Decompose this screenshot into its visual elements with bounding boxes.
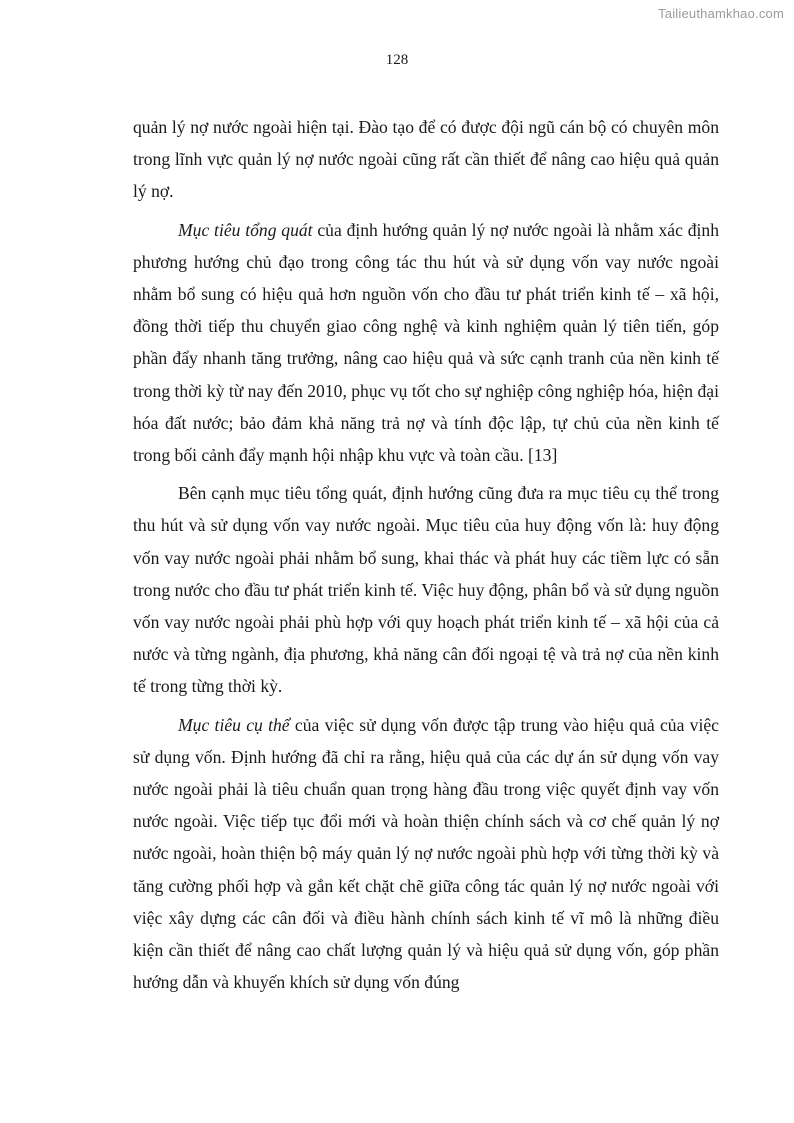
page-number: 128 [385, 52, 409, 68]
paragraph-specific-objective [133, 709, 719, 999]
paragraph-specific-objectives-intro [133, 477, 719, 702]
paragraph-continuation [133, 111, 719, 208]
paragraph-text: của việc sử dụng vốn được tập trung vào hiệu quả của việc sử dụng vốn. Định hướng đã chỉ ra rằng, hiệu quả của các dự án sử dụng vốn vay nước ngoài phải là tiêu chuẩn quan trọng hàng đầu trong việc quyết định vay vốn nước ngoài. Việc tiếp tục đổi mới và hoàn thiện chính sách và cơ chế quản lý nợ nước ngoài, hoàn thiện bộ máy quản lý nợ nước ngoài phù hợp với từng thời kỳ và tăng cường phối hợp và gắn kết chặt chẽ giữa công tác quản lý nợ nước ngoài với việc xây dựng các cân đối và điều hành chính sách kinh tế vĩ mô là những điều kiện cần thiết để nâng cao chất lượng quản lý và hiệu quả sử dụng vốn, góp phần hướng dẫn và khuyến khích sử dụng vốn đúng [133, 714, 719, 993]
paragraph-text: Bên cạnh mục tiêu tổng quát, định hướng cũng đưa ra mục tiêu cụ thể trong thu hút và sử dụng vốn vay nước ngoài. Mục tiêu của huy động vốn là: huy động vốn vay nước ngoài phải nhằm bổ sung, khai thác và phát huy các tiềm lực có sẵn trong nước cho đầu tư phát triển kinh tế. Việc huy động, phân bổ và sử dụng nguồn vốn vay nước ngoài phải phù hợp với quy hoạch phát triển kinh tế – xã hội của cả nước và từng ngành, địa phương, khả năng cân đối ngoại tệ và trả nợ của nền kinh tế trong từng thời kỳ. [133, 483, 719, 697]
paragraph-general-objective [133, 214, 719, 472]
italic-lead-specific-objective: Mục tiêu cụ thể [178, 714, 290, 735]
italic-lead-general-objective: Mục tiêu tổng quát [178, 219, 313, 240]
document-body [133, 111, 719, 1004]
paragraph-text: của định hướng quản lý nợ nước ngoài là nhằm xác định phương hướng chủ đạo trong công tác thu hút và sử dụng vốn vay nước ngoài nhằm bổ sung có hiệu quả hơn nguồn vốn cho đầu tư phát triển kinh tế – xã hội, đồng thời tiếp thu chuyển giao công nghệ và kinh nghiệm quản lý tiên tiến, góp phần đẩy nhanh tăng trưởng, nâng cao hiệu quả và sức cạnh tranh của nền kinh tế trong thời kỳ từ nay đến 2010, phục vụ tốt cho sự nghiệp công nghiệp hóa, hiện đại hóa đất nước; bảo đảm khả năng trả nợ và tính độc lập, tự chủ của nền kinh tế trong bối cảnh đẩy mạnh hội nhập khu vực và toàn cầu. [13] [133, 219, 719, 466]
paragraph-text: quản lý nợ nước ngoài hiện tại. Đào tạo để có được đội ngũ cán bộ có chuyên môn trong lĩnh vực quản lý nợ nước ngoài cũng rất cần thiết để nâng cao hiệu quả quản lý nợ. [133, 117, 719, 202]
watermark-text: Tailieuthamkhao.com [658, 6, 784, 21]
